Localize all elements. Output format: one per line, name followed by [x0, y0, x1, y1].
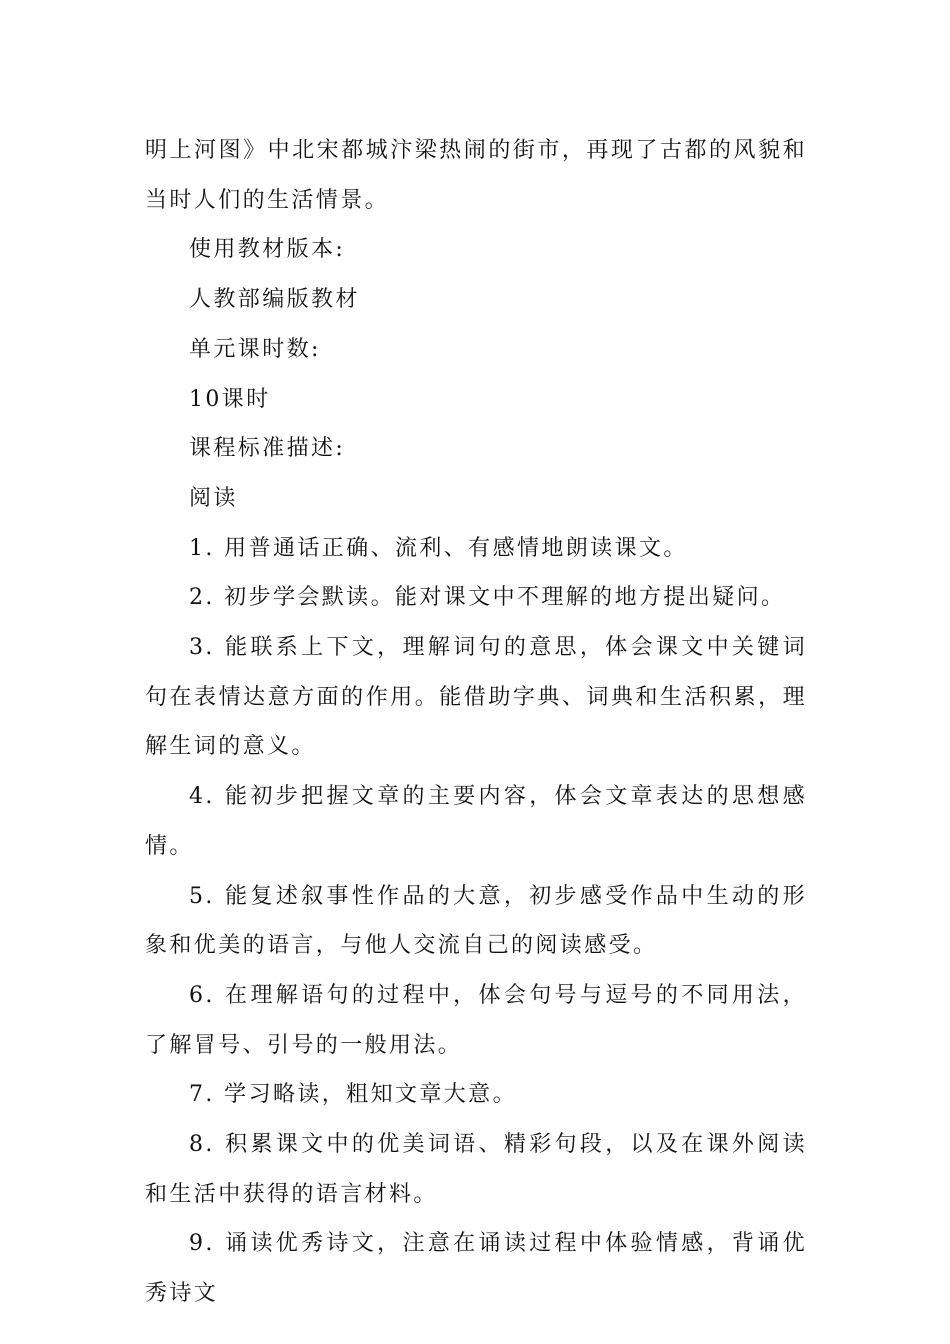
list-item-3: 3. 能联系上下文，理解词句的意思，体会课文中关键词句在表情达意方面的作用。能借助字典、词典和生活积累，理解生词的意义。 — [145, 635, 807, 760]
document-body — [145, 126, 807, 1319]
list-item-7: 7. 学习略读，粗知文章大意。 — [189, 1082, 517, 1108]
list-item-4: 4. 能初步把握文章的主要内容，体会文章表达的思想感情。 — [145, 784, 807, 859]
unit-hours-value: 10课时 — [189, 386, 271, 412]
list-item-2: 2. 初步学会默读。能对课文中不理解的地方提出疑问。 — [189, 585, 786, 611]
reading-heading: 阅读 — [189, 485, 238, 511]
list-item-9: 9. 诵读优秀诗文，注意在诵读过程中体验情感，背诵优秀诗文 — [145, 1231, 807, 1307]
list-item-6: 6. 在理解语句的过程中，体会句号与逗号的不同用法，了解冒号、引号的一般用法。 — [145, 982, 807, 1058]
list-item-8: 8. 积累课文中的优美词语、精彩句段，以及在课外阅读和生活中获得的语言材料。 — [145, 1132, 807, 1207]
textbook-version-value: 人教部编版教材 — [189, 287, 360, 313]
paragraph-intro-continuation: 明上河图》中北宋都城汴梁热闹的街市，再现了古都的风貌和当时人们的生活情景。 — [145, 138, 807, 213]
textbook-version-label: 使用教材版本: — [189, 237, 346, 263]
unit-hours-label: 单元课时数: — [189, 336, 321, 362]
curriculum-standard-label: 课程标准描述: — [189, 436, 346, 462]
list-item-5: 5. 能复述叙事性作品的大意，初步感受作品中生动的形象和优美的语言，与他人交流自己的阅读感受。 — [145, 883, 807, 959]
list-item-1: 1. 用普通话正确、流利、有感情地朗读课文。 — [189, 535, 688, 561]
